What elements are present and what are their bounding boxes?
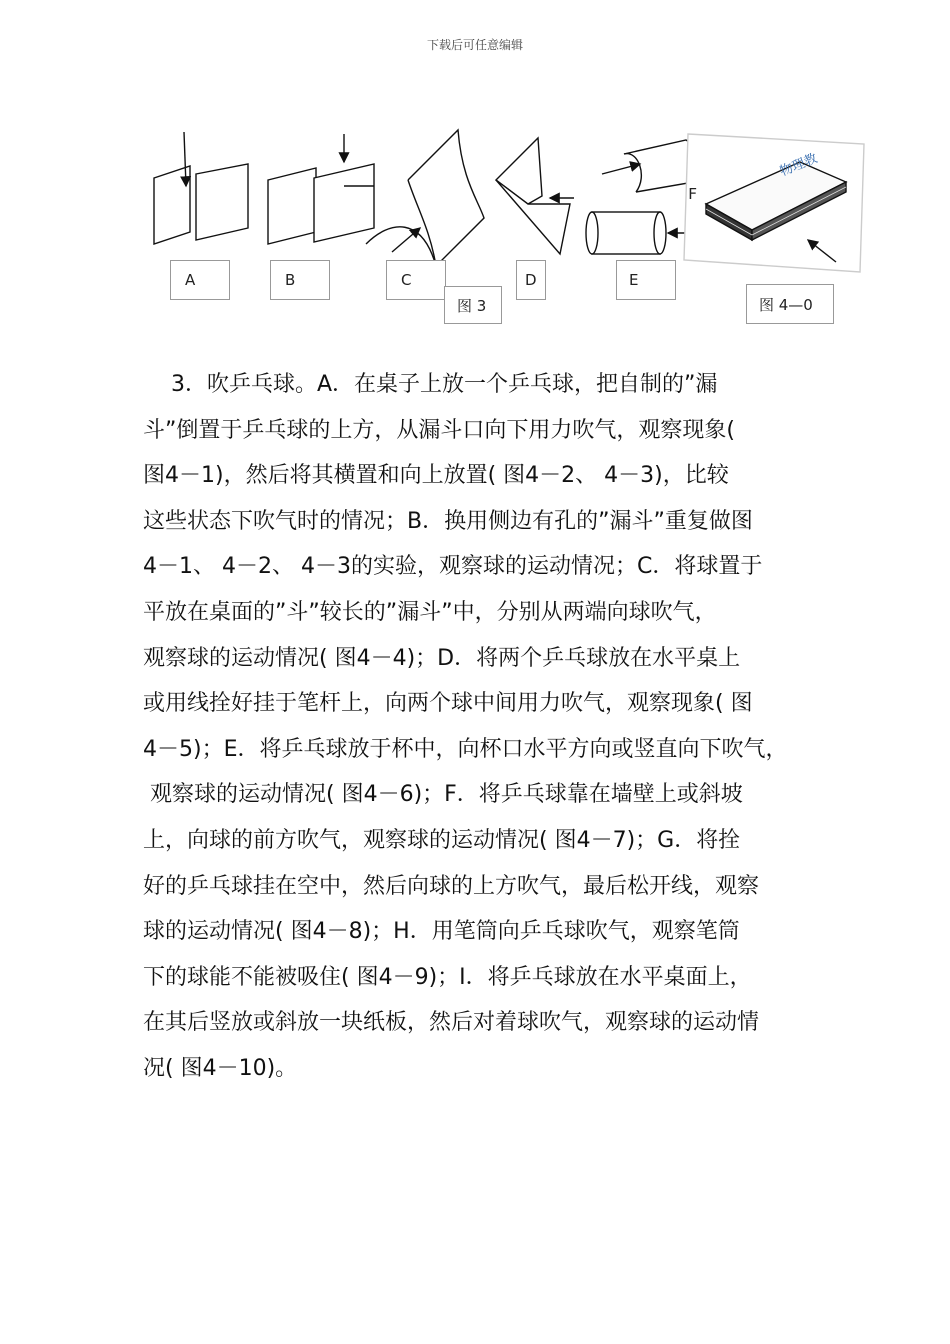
- paragraph-line: 上，向球的前方吹气，观察球的运动情况( 图4－7)；G．将拴: [143, 827, 741, 853]
- paragraph-line: 3．吹乒乓球。A．在桌子上放一个乒乓球，把自制的”漏: [143, 372, 718, 397]
- diagram-a: [154, 132, 248, 244]
- label-a: A: [185, 271, 196, 289]
- paragraph-line: 下的球能不能被吸住( 图4－9)；I．将乒乓球放在水平桌面上，: [143, 964, 752, 990]
- caption-fig3: 图 3: [457, 296, 487, 315]
- paragraph-line: 或用线拴好挂于笔杆上，向两个球中间用力吹气，观察现象( 图: [143, 691, 753, 717]
- caption-box-fig3: [444, 286, 502, 324]
- paragraph-line: 观察球的运动情况( 图4－4)；D．将两个乒乓球放在水平桌上: [143, 645, 741, 671]
- label-box-b: [270, 260, 330, 300]
- paragraph-line: 观察球的运动情况( 图4－6)；F．将乒乓球靠在墙壁上或斜坡: [143, 782, 743, 808]
- caption-fig40: 图 4—0: [759, 295, 813, 314]
- book-photo: [684, 134, 864, 272]
- label-box-d: [516, 260, 546, 300]
- paragraph-line: 平放在桌面的”斗”较长的”漏斗”中，分别从两端向球吹气，: [143, 599, 717, 625]
- label-e: E: [629, 271, 639, 289]
- body-paragraph: [143, 362, 815, 1092]
- diagram-f: [602, 140, 700, 192]
- label-box-e: [616, 260, 676, 300]
- label-box-c: [386, 260, 446, 300]
- paragraph-line: 球的运动情况( 图4－8)；H．用笔筒向乒乓球吹气，观察笔筒: [143, 919, 740, 945]
- page-header: 下载后可任意编辑: [426, 38, 523, 52]
- caption-box-fig40: [746, 284, 834, 324]
- paragraph-line: 4－5)；E．将乒乓球放于杯中，向杯口水平方向或竖直向下吹气，: [143, 736, 788, 762]
- paragraph-line: 况( 图4－10)。: [143, 1055, 298, 1081]
- paragraph-line: 图4－1)，然后将其横置和向上放置( 图4－2、 4－3)，比较: [143, 463, 729, 489]
- paragraph-line: 好的乒乓球挂在空中，然后向球的上方吹气，最后松开线，观察: [143, 873, 760, 899]
- paragraph-line: 4－1、 4－2、 4－3的实验，观察球的运动情况；C．将球置于: [143, 554, 763, 580]
- book-watermark: 物理教: [777, 151, 820, 180]
- experiment-figure: [140, 120, 880, 335]
- label-f: F: [688, 185, 698, 203]
- diagram-c: [366, 130, 484, 266]
- diagram-b: [268, 134, 374, 244]
- diagram-d: [496, 138, 574, 254]
- label-box-a: [170, 260, 230, 300]
- label-b: B: [285, 271, 296, 289]
- label-c: C: [401, 271, 412, 289]
- paragraph-line: 在其后竖放或斜放一块纸板，然后对着球吹气，观察球的运动情: [143, 1010, 760, 1036]
- label-d: D: [525, 271, 537, 289]
- paragraph-line: 这些状态下吹气时的情况；B．换用侧边有孔的”漏斗”重复做图: [143, 508, 753, 534]
- paragraph-line: 斗”倒置于乒乓球的上方，从漏斗口向下用力吹气，观察现象(: [143, 417, 735, 443]
